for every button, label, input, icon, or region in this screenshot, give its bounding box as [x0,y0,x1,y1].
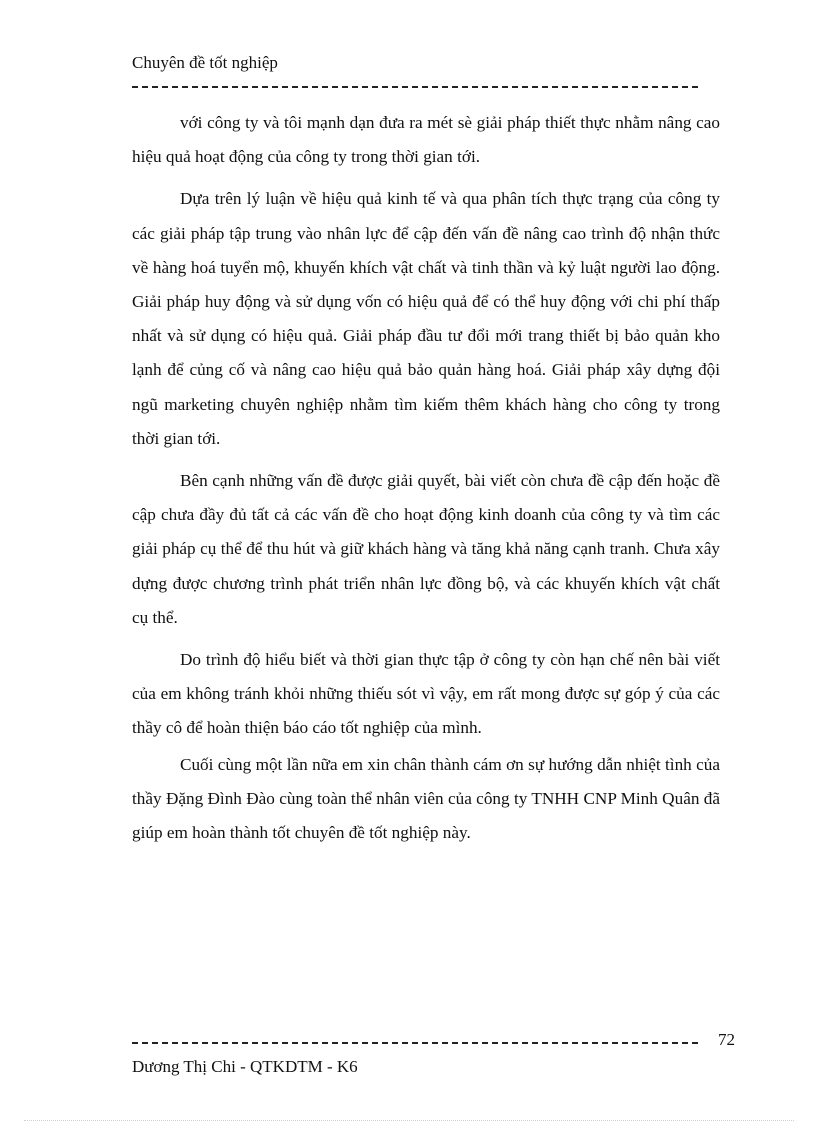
running-header-title: Chuyên đề tốt nghiệp [132,53,278,72]
body-text [132,106,720,850]
page-number: 72 [718,1030,735,1049]
scan-edge-line [24,1120,794,1121]
paragraph-acknowledgement: Cuối cùng một lần nữa em xin chân thành cám ơn sự hướng dẫn nhiệt tình của thầy Đặng Đình Đào cùng toàn thể nhân viên của công ty TNHH CNP Minh Quân đã giúp em hoàn thành tốt chuyên đề tốt nghiệp này. [132,754,720,843]
footer-author: Dương Thị Chi - QTKDTM - K6 [132,1057,358,1076]
footer-divider [132,1042,698,1044]
paragraph-continuation: với công ty và tôi mạnh dạn đưa ra mét sè giải pháp thiết thực nhằm nâng cao hiệu quả hoạt động của công ty trong thời gian tới. [132,113,720,167]
paragraph-solutions: Dựa trên lý luận về hiệu quả kinh tế và qua phân tích thực trạng của công ty các giải pháp tập trung vào nhân lực để cập đến vấn đề nâng cao trình độ nhận thức về hàng hoá tuyển mộ, khuyến khích vật chất và tinh thần và kỷ luật người lao động. Giải pháp huy động và sử dụng vốn có hiệu quả để có thể huy động với chi phí thấp nhất và sử dụng có hiệu quả. Giải pháp đầu tư đổi mới trang thiết bị bảo quản kho lạnh để củng cố và nâng cao hiệu quả bảo quản hàng hoá. Giải pháp xây dựng đội ngũ marketing chuyên nghiệp nhằm tìm kiếm thêm khách hàng cho công ty trong thời gian tới. [132,189,720,448]
header-divider [132,86,698,88]
paragraph-limitations: Bên cạnh những vấn đề được giải quyết, bài viết còn chưa đề cập đến hoặc đề cập chưa đầy đủ tất cả các vấn đề cho hoạt động kinh doanh của công ty và tìm các giải pháp cụ thể để thu hút và giữ khách hàng và tăng khả năng cạnh tranh. Chưa xây dựng được chương trình phát triển nhân lực đồng bộ, và các khuyến khích vật chất cụ thể. [132,471,720,627]
paragraph-apology: Do trình độ hiểu biết và thời gian thực tập ở công ty còn hạn chế nên bài viết của em không tránh khỏi những thiếu sót vì vậy, em rất mong được sự góp ý của các thầy cô để hoàn thiện báo cáo tốt nghiệp của mình. [132,650,720,738]
